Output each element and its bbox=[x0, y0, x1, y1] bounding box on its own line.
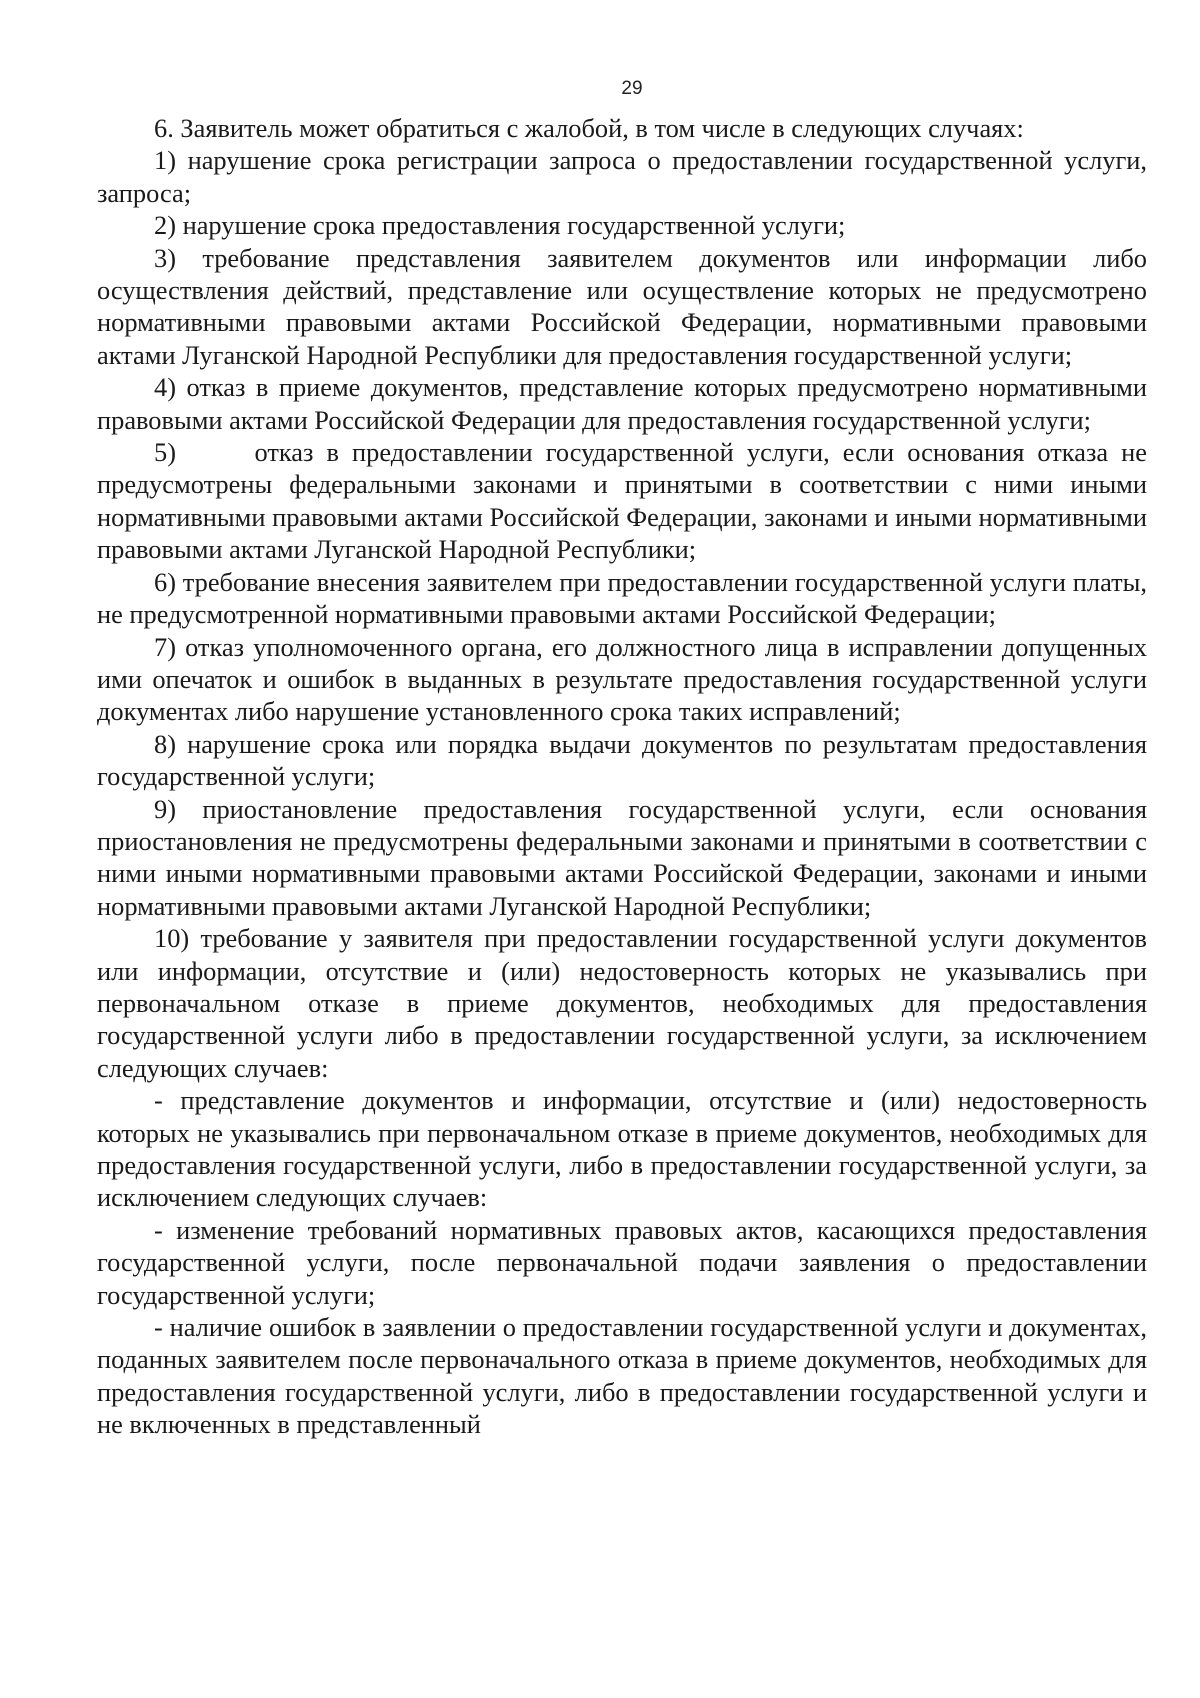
list-item-4: 4) отказ в приеме документов, представление которых предусмотрено нормативными правовыми актами Российской Федерации для предоставления государственной услуги; bbox=[97, 372, 1147, 435]
list-item-5: 5) отказ в предоставлении государственной услуги, если основания отказа не предусмотрены федеральными законами и принятыми в соответствии с ними иными нормативными правовыми актами Российской Федерации, законами и иными нормативными правовыми актами Луганской Народной Республики; bbox=[97, 437, 1154, 565]
paragraph-intro: 6. Заявитель может обратиться с жалобой, в том числе в следующих случаях: bbox=[154, 113, 1024, 143]
list-item-7: 7) отказ уполномоченного органа, его должностного лица в исправлении допущенных ими опечаток и ошибок в выданных в результате предоставления государственной услуги документах либо нарушение установленного срока таких исправлений; bbox=[97, 631, 1147, 727]
list-item-9: 9) приостановление предоставления государственной услуги, если основания приостановления не предусмотрены федеральными законами и принятыми в соответствии с ними иными нормативными правовыми актами Российской Федерации, законами и иными нормативными правовыми актами Луганской Народной Республики; bbox=[97, 793, 1147, 921]
dash-item-2: - изменение требований нормативных правовых актов, касающихся предоставления государственной услуги, после первоначальной подачи заявления о предоставлении государственной услуги; bbox=[97, 1214, 1147, 1310]
list-item-6: 6) требование внесения заявителем при предоставлении государственной услуги платы, не предусмотренной нормативными правовыми актами Российской Федерации; bbox=[97, 566, 1147, 630]
list-item-8: 8) нарушение срока или порядка выдачи документов по результатам предоставления государственной услуги; bbox=[97, 728, 1147, 792]
list-item-2: 2) нарушение срока предоставления государственной услуги; bbox=[154, 210, 846, 241]
page-number: 29 bbox=[621, 78, 643, 99]
dash-item-1: - представление документов и информации, отсутствие и (или) недостоверность которых не указывались при первоначальном отказе в приеме документов, необходимых для предоставления государственной услуги, либо в предоставлении государственной услуги, за исключением следующих случаев: bbox=[97, 1085, 1147, 1213]
document-body bbox=[97, 112, 1154, 1441]
list-item-10: 10) требование у заявителя при предоставлении государственной услуги документов или информации, отсутствие и (или) недостоверность которых не указывались при первоначальном отказе в приеме документов, необходимых для предоставления государственной услуги либо в предоставлении государственной услуги, за исключением следующих случаев: bbox=[97, 923, 1147, 1083]
list-item-1: 1) нарушение срока регистрации запроса о предоставлении государственной услуги, запроса; bbox=[97, 145, 1147, 208]
list-item-3: 3) требование представления заявителем документов или информации либо осуществления действий, представление или осуществление которых не предусмотрено нормативными правовыми актами Российской Федерации, нормативными правовыми актами Луганской Народной Республики для предоставления государственной услуги; bbox=[97, 242, 1147, 370]
dash-item-3: - наличие ошибок в заявлении о предоставлении государственной услуги и документах, поданных заявителем после первоначального отказа в приеме документов, необходимых для предоставления государственной услуги, либо в предоставлении государственной услуги и не включенных в представленный bbox=[97, 1312, 1147, 1440]
